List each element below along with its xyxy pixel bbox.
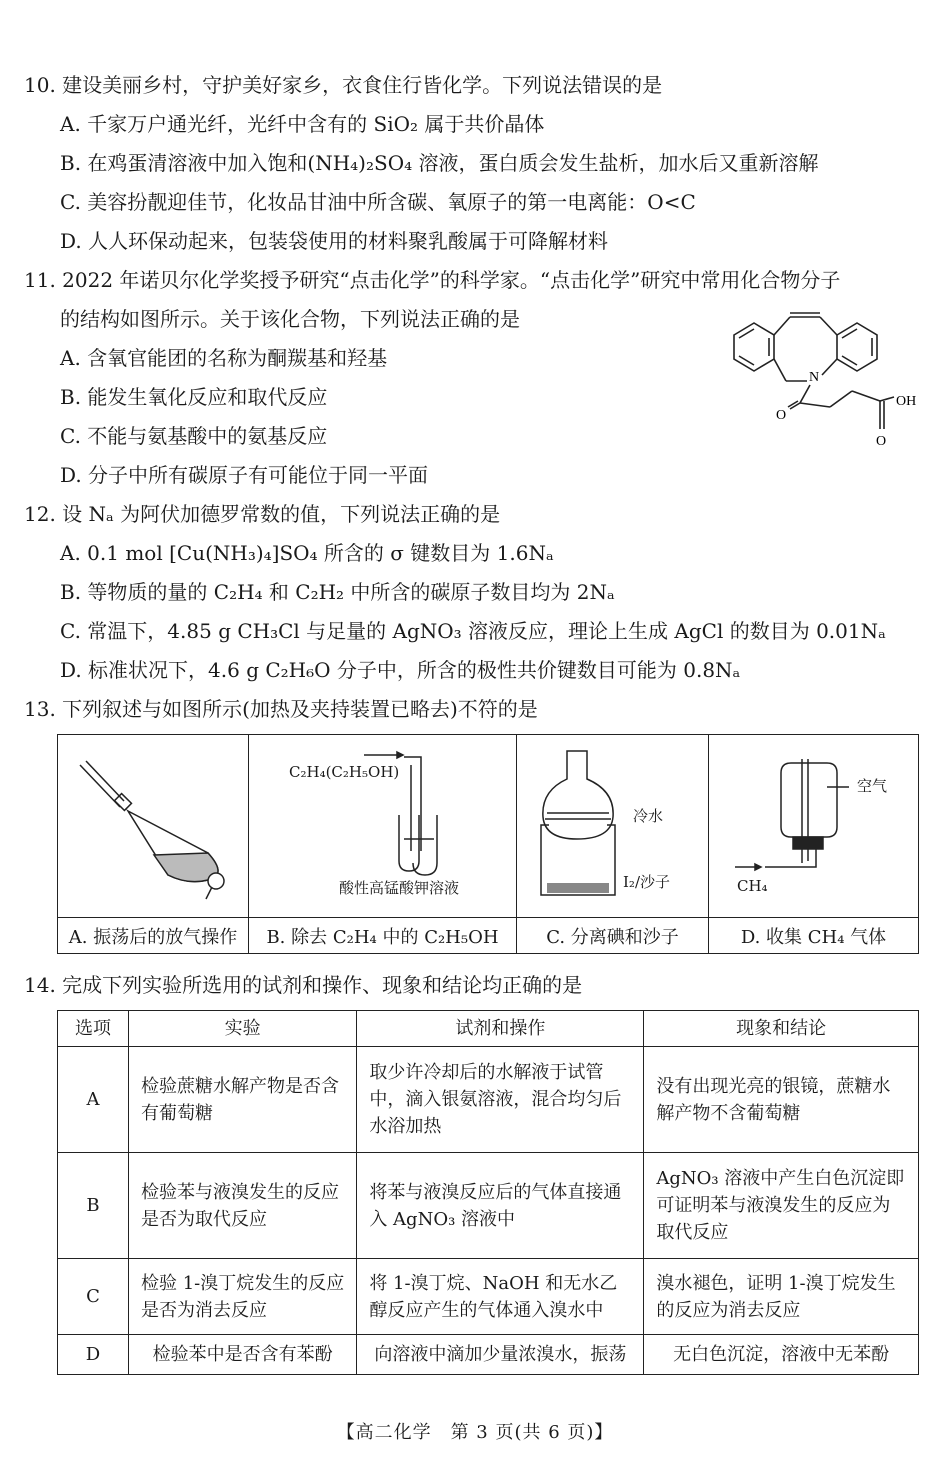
carboxyl-oxygen-label: O xyxy=(876,434,887,449)
q11-option-c: C. 不能与氨基酸中的氨基反应 xyxy=(60,424,328,448)
c-solid-label: I₂/沙子 xyxy=(623,873,670,891)
row-option: C xyxy=(58,1259,129,1335)
ketone-oxygen-label: O xyxy=(776,408,787,423)
q10-option-c: C. 美容扮靓迎佳节，化妆品甘油中所含碳、氧原子的第一电离能：O<C xyxy=(60,190,696,214)
d-ch4-label: CH₄ xyxy=(737,877,768,895)
q10-option-a: A. 千家万户通光纤，光纤中含有的 SiO₂ 属于共价晶体 xyxy=(60,112,545,136)
table-row xyxy=(58,1259,919,1335)
figure-caption-b: B. 除去 C₂H₄ 中的 C₂H₅OH xyxy=(249,917,517,953)
q11-option-d: D. 分子中所有碳原子有可能位于同一平面 xyxy=(60,463,429,487)
row-experiment: 检验苯与液溴发生的反应是否为取代反应 xyxy=(128,1153,356,1259)
row-option: A xyxy=(58,1047,129,1153)
q13-stem: 13. 下列叙述与如图所示(加热及夹持装置已略去)不符的是 xyxy=(24,697,538,721)
c-water-label: 冷水 xyxy=(633,807,664,825)
separatory-funnel-icon xyxy=(58,735,248,917)
figure-cell-b xyxy=(249,735,517,917)
figure-cell-d xyxy=(709,735,920,917)
row-experiment: 检验蔗糖水解产物是否含有葡萄糖 xyxy=(128,1047,356,1153)
row-reagents: 取少许冷却后的水解液于试管中，滴入银氨溶液，混合均匀后水浴加热 xyxy=(357,1047,644,1153)
q14-table xyxy=(57,1010,919,1375)
figure-cell-c xyxy=(517,735,709,917)
nitrogen-label: N xyxy=(809,370,820,385)
figure-caption-a: A. 振荡后的放气操作 xyxy=(58,917,249,953)
row-experiment: 检验 1-溴丁烷发生的反应是否为消去反应 xyxy=(128,1259,356,1335)
row-conclusion: AgNO₃ 溶液中产生白色沉淀即可证明苯与液溴发生的反应为取代反应 xyxy=(644,1153,919,1259)
q12-stem: 12. 设 Nₐ 为阿伏加德罗常数的值，下列说法正确的是 xyxy=(24,502,501,526)
q11-stem-line1: 11. 2022 年诺贝尔化学奖授予研究“点击化学”的科学家。“点击化学”研究中常用化合物分子 xyxy=(24,268,841,292)
row-conclusion: 溴水褪色，证明 1-溴丁烷发生的反应为消去反应 xyxy=(644,1259,919,1335)
sublimation-apparatus-icon xyxy=(517,735,709,917)
right-benzene-ring xyxy=(837,323,877,371)
row-reagents: 向溶液中滴加少量浓溴水，振荡 xyxy=(357,1335,644,1375)
header-reagents: 试剂和操作 xyxy=(357,1011,644,1047)
row-experiment: 检验苯中是否含有苯酚 xyxy=(128,1335,356,1375)
table-row xyxy=(58,1153,919,1259)
header-option: 选项 xyxy=(58,1011,129,1047)
q11-option-a: A. 含氧官能团的名称为酮羰基和羟基 xyxy=(60,346,388,370)
q12-option-d: D. 标准状况下，4.6 g C₂H₆O 分子中，所含的极性共价键数目可能为 0.8Nₐ xyxy=(60,658,741,682)
molecule-structure xyxy=(712,305,932,455)
table-row xyxy=(58,1047,919,1153)
q10-option-d: D. 人人环保动起来，包装袋使用的材料聚乳酸属于可降解材料 xyxy=(60,229,609,253)
q11-option-b: B. 能发生氧化反应和取代反应 xyxy=(60,385,328,409)
row-reagents: 将苯与液溴反应后的气体直接通入 AgNO₃ 溶液中 xyxy=(357,1153,644,1259)
q11-stem-line2: 的结构如图所示。关于该化合物，下列说法正确的是 xyxy=(60,307,520,331)
table-row xyxy=(58,1335,919,1375)
header-conclusion: 现象和结论 xyxy=(644,1011,919,1047)
q12-option-c: C. 常温下，4.85 g CH₃Cl 与足量的 AgNO₃ 溶液反应，理论上生成 AgCl 的数目为 0.01Nₐ xyxy=(60,619,886,643)
table-header-row xyxy=(58,1011,919,1047)
b-gas-label: C₂H₄(C₂H₅OH) xyxy=(289,763,400,781)
b-solution-label: 酸性高锰酸钾溶液 xyxy=(339,879,460,897)
figure-caption-d: D. 收集 CH₄ 气体 xyxy=(709,917,918,953)
q12-option-a: A. 0.1 mol [Cu(NH₃)₄]SO₄ 所含的 σ 键数目为 1.6Nₐ xyxy=(60,541,554,565)
q12-option-b: B. 等物质的量的 C₂H₄ 和 C₂H₂ 中所含的碳原子数目均为 2Nₐ xyxy=(60,580,615,604)
header-experiment: 实验 xyxy=(128,1011,356,1047)
figure-caption-c: C. 分离碘和沙子 xyxy=(517,917,709,953)
row-option: D xyxy=(58,1335,129,1375)
q10-stem: 10. 建设美丽乡村，守护美好家乡，衣食住行皆化学。下列说法错误的是 xyxy=(24,73,663,97)
row-conclusion: 没有出现光亮的银镜，蔗糖水解产物不含葡萄糖 xyxy=(644,1047,919,1153)
page-footer: 【高二化学 第 3 页(共 6 页)】 xyxy=(336,1422,614,1443)
q13-figure-table xyxy=(57,734,919,954)
q14-stem: 14. 完成下列实验所选用的试剂和操作、现象和结论均正确的是 xyxy=(24,973,583,997)
row-option: B xyxy=(58,1153,129,1259)
row-reagents: 将 1-溴丁烷、NaOH 和无水乙醇反应产生的气体通入溴水中 xyxy=(357,1259,644,1335)
q10-option-b: B. 在鸡蛋清溶液中加入饱和(NH₄)₂SO₄ 溶液，蛋白质会发生盐析，加水后又重新溶解 xyxy=(60,151,819,175)
left-benzene-ring xyxy=(734,323,774,371)
row-conclusion: 无白色沉淀，溶液中无苯酚 xyxy=(644,1335,919,1375)
figure-cell-a xyxy=(58,735,249,917)
hydroxyl-label: OH xyxy=(896,394,917,409)
d-air-label: 空气 xyxy=(857,777,888,795)
